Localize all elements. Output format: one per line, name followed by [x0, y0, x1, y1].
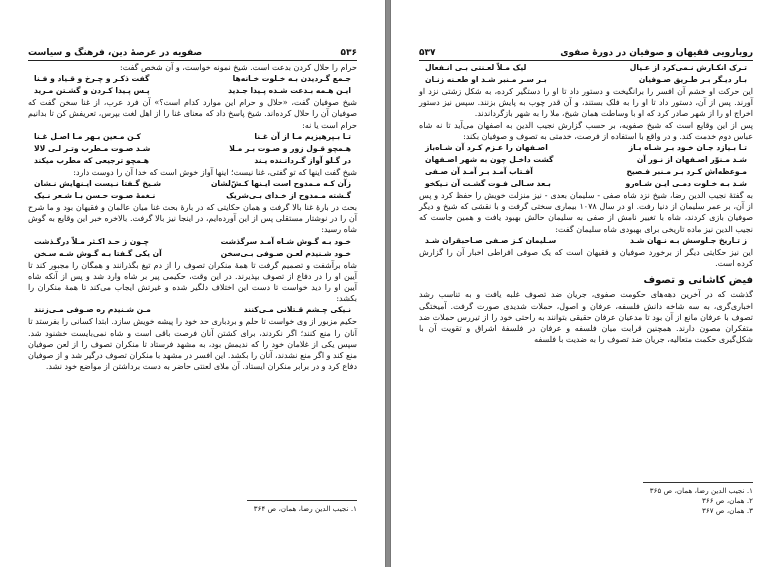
footnote-rule — [247, 500, 357, 501]
verse-hemistich-second: اصـفهان را عـزم کـرد آن شـاه‌باز — [425, 143, 548, 153]
left-page-body — [28, 62, 357, 372]
paragraph: بحث در بارهٔ غنا بالا گرفت و همان حکایتی که در بارهٔ بحث غنا میان عالمان و فقیهان بود و ما شرح آن را در نوشتار مستقلی پس از این آورده‌ایم، در اینجا نیز بالا گرفت. بالاخره خبر این وقایع به گوش شاه رسید: — [28, 203, 357, 235]
verse-hemistich-second: سـلیمان کـز صـفی صـاحبقران شـد — [425, 235, 557, 245]
verse-hemistich-second: پـس پـیدا کـردن و گشـتن مـرید — [34, 86, 150, 96]
verse-couplet — [28, 190, 357, 202]
verse-hemistich-second: نـغمهٔ صـوت حـسن بـا شـعر نـیک — [34, 191, 156, 201]
verse-couplet — [28, 85, 357, 97]
verse-hemistich-first: جـمع گـردیدن بـه خـلوت خـانه‌ها — [232, 74, 351, 84]
verse-hemistich-first: مـوعظه‌اش کـرد بـر مـنبر فـصیح — [626, 167, 747, 177]
verse-couplet — [28, 143, 357, 155]
paragraph: این حرکت او خشم آن افسر را برانگیخت و دستور داد تا او را دستگیر کرده، به شکل زشتی نزد او آورند. پس از آن، دستور داد تا او را به فلک بستند، و آن قدر چوب به پایش بزنند. سپس نیز دستور اخراج او را از شهر صادر کرد که او با وساطت همان شیخ، ملا را به شهر بازگرداندند. — [419, 87, 753, 119]
right-page-number: ۵۳۷ — [419, 48, 436, 58]
verse-couplet — [28, 236, 357, 248]
verse-couplet — [419, 62, 753, 74]
verse-hemistich-first: زآن کـه مـمدوح است ایـنها کـش‌ّلشان — [210, 179, 351, 189]
right-page-header — [419, 42, 753, 61]
verse-hemistich-second: آفـتاب آمـد بـر آمـد آن صـفی — [425, 167, 533, 177]
verse-hemistich-second: آن یکی گـفتا بـه گـوش شـه سـخن — [34, 248, 162, 258]
verse-hemistich-first: تـا بـیازد جـان خـود بـر شـاه بـاز — [628, 143, 747, 153]
verse-couplet — [28, 304, 357, 316]
verse-hemistich-second: بـعد سـالی فـوت گشـت آن نـیکخو — [425, 179, 551, 189]
verse-hemistich-first: بـار دیـگر بـر طـریق صـوفیان — [638, 75, 747, 84]
verse-hemistich-first: خـود بـه گـوش شـاه آمـد سرگذشت — [220, 236, 351, 246]
verse-hemistich-first: در گـلو آواز گـردانـنده یـند — [254, 155, 351, 165]
verse-hemistich-second: گشت داخـل چون به شهر اصـفهان — [425, 155, 554, 165]
verse-hemistich-second: بـر سـر مـنبر شـد او طعـنه زنـان — [425, 75, 547, 84]
right-page — [390, 0, 781, 567]
verse-hemistich-first: ز تـاریخ جـلوسش بـه نـهان شـد — [629, 235, 747, 245]
verse-hemistich-first: نـیکی چـشم قـتلانی مـی‌کنند — [243, 305, 351, 315]
verse-hemistich-first: شـد مـنوّر اصـفهان از نـور آن — [636, 155, 747, 165]
footnote: ۱. نجیب الدین رضا، همان، ص ۳۶۴ — [253, 504, 357, 513]
verse-hemistich-first: هـمچو قـول زور و صـوت بـر مـلا — [229, 143, 351, 153]
verse-hemistich-second: چـون ز حـد اکـثر مـلاّ درگـذشت — [34, 236, 150, 246]
verse-couplet — [419, 142, 753, 154]
left-page-header — [28, 42, 357, 61]
verse-couplet — [28, 178, 357, 190]
verse-couplet — [28, 73, 357, 85]
paragraph: حرام را حلال کردن بدعت است. شیخ نمونه خواست، و آن شخص گفت: — [120, 63, 357, 72]
verse-hemistich-first: تـا بـپرهیزیم مـا از آن غـنا — [254, 131, 351, 141]
verse-hemistich-second: گفت ذکـر و چـرخ و قـیاد و فـنا — [34, 74, 150, 84]
left-page-number: ۵۳۶ — [340, 48, 357, 58]
verse-hemistich-first: ایـن هـمه بـدعت شـده پـیدا جـدید — [228, 86, 351, 96]
right-page-body — [419, 62, 753, 345]
paragraph: پس از این وقایع است که شیخ صفویه، بر حسب گزارش نجیب الدین به اصفهان می‌آید تا نه شاه عباس دوم خدمت کند. و در واقع با استفاده از فرصت، خدمتی به تصوف و صوفیان بکند: — [419, 120, 753, 141]
paragraph: شیخ صوفیان گفت، «حلال و حرام این موارد کدام است؟» آن فرد عرب، از غنا سخن گفت که صوفیان آن را حلال کرده‌اند. شیخ پاسخ داد که معنای غنا را از اهل لغت بپرس، تعریفش کن تا بدانیم حرام است یا نه: — [28, 98, 357, 130]
footnote: ۲. همان، ص ۳۶۶ — [701, 496, 753, 505]
footnote: ۱. نجیب الدین رضا، همان، ص ۳۶۵ — [649, 486, 753, 495]
verse-hemistich-second: هـمچو ترجیعی که مطرب میکند — [34, 155, 150, 165]
left-footnotes — [28, 500, 357, 514]
verse-hemistich-second: کـن مـعین بـهر مـا اصـل غـنا — [34, 131, 141, 141]
verse-couplet — [419, 166, 753, 178]
paragraph: گذشت که در آخرین دهه‌های حکومت صفوی، جریان ضد تصوف غلبه یافت و به تناسب رشد اخباری‌گری، به سه شاخه دانش فلسفه، عرفان و اصول، حملات شدیدی صورت گرفت. آمیختگی تصوف با عرفان مانع از آن بود تا مدعیان عرفان حقیقی بتوانند به راحتی خود را از تیررس حملات ضد متفکران مصون دارند. همچنین قرابت میان فلسفه و عرفان در فلسفهٔ اشراق و تقویت آن با شکل‌گیری حکمت متعالیه، جریان ضد تصوف را به ضدیت با فلسفه — [419, 290, 753, 345]
left-page-running-title: صفویه در عرصهٔ دین، فرهنگ و سیاست — [28, 48, 203, 58]
verse-hemistich-first: گـشته مـمدوح از خـدای بـی‌شریک — [226, 191, 351, 201]
verse-hemistich-first: شـد بـه خـلوت دمـی ایـن شـاه‌رو — [625, 179, 747, 189]
verse-couplet — [28, 248, 357, 260]
verse-hemistich-second: لیک مـلاّ لعـنتی بـی انـفعال — [425, 63, 527, 72]
footnote-rule — [643, 482, 753, 483]
paragraph: شاه برآشفت و تصمیم گرفت تا همهٔ منکران تصوف را از دم تیغ بگذرانند و همگان را مجبور کند تا آیین او را در دفاع از تصوف بپذیرند. در این وقت، حکیمی پیر بر شاه وارد شد و پس از آنکه شاه آیین او را دید خواست تا دست این اختلاف دلگیر شده و غیرتش ایجاب می‌کند تا همهٔ منکران را بکشد: — [28, 260, 357, 304]
left-page — [0, 0, 386, 567]
verse-hemistich-second: شـد صـوت مـطرب وتـر لـی لالا — [34, 143, 151, 153]
verse-couplet — [28, 131, 357, 143]
paragraph: شیخ گفت اینها که تو گفتی، غنا نیست؛ اینها آواز خوش است که خدا آن را دوست دارد: — [73, 167, 357, 177]
verse-couplet — [28, 155, 357, 167]
paragraph: این نیز حکایتی دیگر از برخورد صوفیان و فقیهان است که یک صوفی افراطی اخبار آن را گزارش کرده است. — [419, 247, 753, 269]
verse-hemistich-first: خـود شـنیدم لعـن صـوفی بـی‌سخن — [220, 248, 351, 258]
verse-couplet — [419, 74, 753, 86]
verse-couplet — [419, 154, 753, 166]
right-footnotes — [419, 482, 753, 516]
verse-hemistich-second: شـیخ گـفتا نـیست ایـنهایش نـشان — [34, 179, 162, 189]
verse-couplet — [419, 178, 753, 190]
section-heading: فیض کاشانی و تصوف — [643, 275, 753, 287]
footnote: ۳. همان، ص ۳۶۷ — [701, 506, 753, 515]
paragraph: حکیم مزبور از وی خواست تا حلم و بردباری حد خود را پیشه خویش سازد. ابتدا کسانی را بفرستد تا آنان را منع کنند؛ اگر نکردند، برای کشتن آنان فرصت باقی است و شاه نمی‌بایست خشنود شد. سپس یکی از غلامان خود را که ندیمش بود، به مشهد فرستاد تا منکران تصوف را از لعن صوفیان منع کند و اگر منع نشدند، آنان را بکشد. این افسر در مشهد با منکران تصوف درگیر شد و از صوفیان دفاع کرد و در برابر منکران ایستاد. آن ملای لعنتی حاضر به دست برداشتن از مواضع خود نشد. — [28, 317, 357, 372]
verse-hemistich-first: تـرک انکـارش نـمی‌کرد از عـیال — [629, 63, 747, 72]
paragraph: به گفتهٔ نجیب الدین رضا، شیخ نزد شاه صفی - سلیمان بعدی - نیز منزلت خویش را حفظ کرد و پس از آن، بر عمر سلیمان از دنیا رفت. او در سال ۱۰۷۸ بیماری سختی گرفت و با نقشی که شیخ و دیگر صوفیان بازی کردند، شاه با تغییر نامش از صفی به سلیمان حالش بهبود یافت و همین جاست که نجیب الدین نیز ماده تاریخی برای بهبودی شاه سلیمان گفت: — [419, 191, 754, 234]
verse-couplet — [419, 235, 753, 247]
right-page-running-title: رویارویی فقیهان و صوفیان در دورهٔ صفوی — [560, 48, 753, 58]
verse-hemistich-second: مـن شـنیدم ره صـوفی مـی‌زنند — [34, 305, 151, 315]
